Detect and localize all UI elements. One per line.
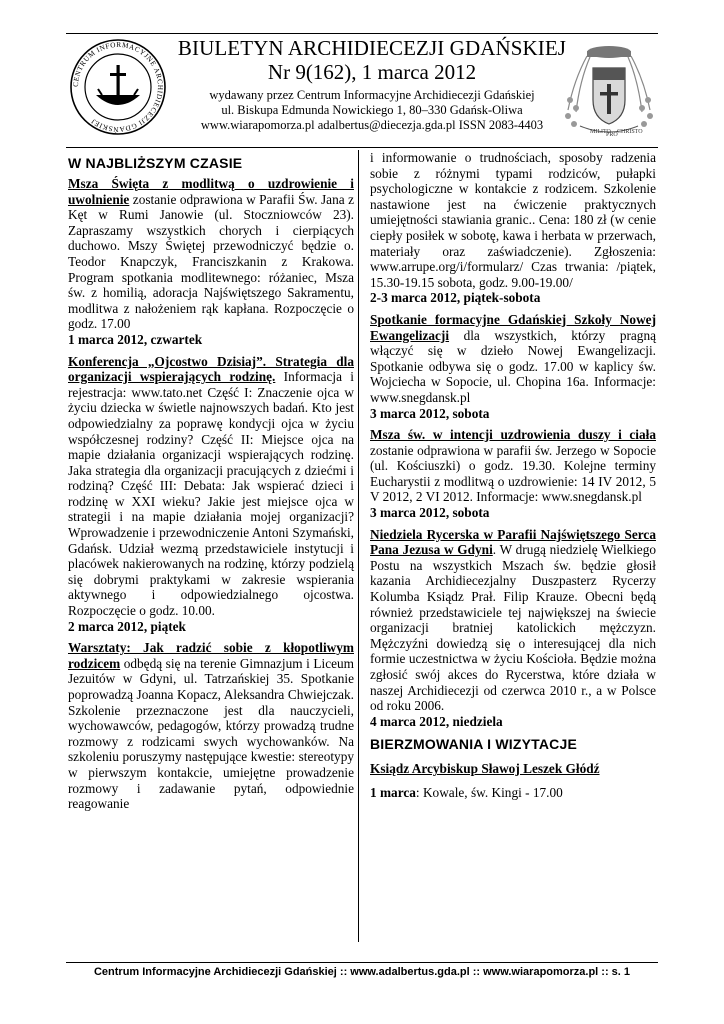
event-heading: Spotkanie formacyjne Gdańskiej Szkoły Nowej Ewangelizacji [370,311,656,343]
address-line: ul. Biskupa Edmunda Nowickiego 1, 80–330 Gdańsk-Oliwa [221,103,523,117]
bishop-line [370,761,656,777]
event-text: odbędą się na terenie Gimnazjum i Liceum Jezuitów w Gdyni, ul. Tatrzańskiej 35. Spotkanie poprowadzą Joanna Kopacz, Aleksandra Chwiejczak. Szkolenie przeznaczone jest dla nauczycieli, wychowawców, pedagogów, którzy prowadzą trudne rozmowy z rodzicami swych wychowanków. Na szkoleniu poruszymy następujące kwestie: stereotypy w pierwszym kontakcie, umiejętne prowadzenie rozmowy i zadawanie pytań, odpowiednie reagowanie [68,655,354,812]
event-text: dla wszystkich, którzy pragną włączyć się w dzieło Nowej Ewangelizacji. Spotkanie odbywa się o godz. 17.00 w kaplicy św. Wojciecha w Sopocie, ul. Chopina 16a. Informacje: www.snegdansk.pl [370,327,656,405]
event-conference-fatherhood [68,354,354,635]
event-date: 1 marca 2012, czwartek [68,331,203,347]
event-text: zostanie odprawiona w parafii św. Jerzego w Sopocie (ul. Kościuszki) o godz. 19.30. Kolejne terminy Eucharystii z modlitwą o uzdrowienie: 14 IV 2012, 5 V 2012, 2 VI 2012. Informacje: www.snegdansk.pl [370,442,656,505]
event-body [68,176,354,332]
event-evangelization-school [370,312,656,421]
event-mass-soul-body [370,427,656,521]
event-body [370,427,656,505]
column-separator [358,150,359,942]
header-bottom-rule [66,147,658,148]
svg-text:CHRISTO: CHRISTO [617,129,643,135]
event-body [68,640,354,812]
visit-entry [370,785,656,801]
masthead [150,36,594,133]
svg-text:PRO: PRO [606,132,618,138]
event-date: 3 marca 2012, sobota [370,405,490,421]
event-heading: Niedziela Rycerska w Parafii Najświętszego Serca Pana Jezusa w Gdyni [370,526,656,558]
event-heading: Msza św. w intencji uzdrowienia duszy i ciała [370,427,656,443]
event-date: 3 marca 2012, sobota [370,505,490,521]
left-column [68,150,354,812]
event-date: 2 marca 2012, piątek [68,618,186,634]
event-workshop-parents [68,640,354,812]
event-workshop-parents-cont [370,150,656,306]
event-body [68,354,354,619]
event-text: . W drugą niedzielę Wielkiego Postu na wszystkich Mszach św. będzie głosił kazania Archidiecezjalny Duszpasterz Rycerzy Kolumba Ksiądz Prał. Filip Krauze. Obecni będą również przedstawiciele tej największej na świecie organizacji bratniej katolickich mężczyzn. Mężczyźni dowiedzą się o interesującej dla nich formie uczestnictwa w życiu Kościoła. Będzie można zgłosić swój akces do Rycerstwa, które działa w naszej Archidiecezji od czerwca 2010 r., a w Polsce od roku 2006. [370,542,656,714]
right-column [370,150,656,801]
footer-rule [66,962,658,963]
issue-number: Nr 9(162), 1 marca 2012 [267,60,477,84]
event-text: zostanie odprawiona w Parafii Św. Jana z Kęt w Rumi Janowie (ul. Stoczniowców 23). Zapraszamy wszystkich chorych i cierpiących duchowo. Mszy Świętej przewodniczyć będzie o. Teodor Knapczyk, Franciszkanin z Krakowa. Program spotkania modlitewnego: różaniec, Msza św. z homilią, adoracja Najświętszego Sakramentu, modlitwa z nałożeniem rąk kapłana. Rozpoczęcie o godz. 17.00 [68,191,354,332]
section-title-confirmations: BIERZMOWANIA I WIZYTACJE [370,736,578,753]
header-top-rule [66,33,658,34]
visit-date: 1 marca [370,784,416,800]
footer: Centrum Informacyjne Archidiecezji Gdańskiej :: www.adalbertus.gda.pl :: www.wiarapomorza.pl :: s. 1 [93,966,631,978]
event-mass-healing [68,176,354,348]
bulletin-title: BIULETYN ARCHIDIECEZJI GDAŃSKIEJ [177,36,567,60]
event-heading: Warsztaty: Jak radzić sobie z kłopotliwym rodzicem [68,640,354,671]
publisher-line: wydawany przez Centrum Informacyjne Archidiecezji Gdańskiej [209,88,535,102]
bishop-name: Ksiądz Arcybiskup Sławoj Leszek Głódź [370,761,600,777]
event-body [370,312,656,406]
contacts-line: www.wiarapomorza.pl adalbertus@diecezja.gda.pl ISSN 2083-4403 [200,118,544,132]
event-body [370,527,656,714]
svg-text:MILITO: MILITO [590,129,611,135]
svg-text:CENTRUM INFORMACYJNE ARCHIDIEC: CENTRUM INFORMACYJNE ARCHIDIECEZJI GDAŃSKIEJ [71,40,165,134]
event-text: Informacja i rejestracja: www.tato.net Część I: Znaczenie ojca w życiu dziecka w świetle najnowszych badań. Kto jest odpowiedzialny za poprawę kondycji ojca w życiu współczesnej rodziny? Część II: Miejsce ojca na mapie działania organizacji wspierających rodzinę. Jaka strategia dla organizacji pracujących z dziećmi i rodziną? Część III: Debata: Jak wspierać dzieci i rodzinę w XXI wieku? Jakie jest miejsce ojca w strategii i na mapie działania mojej organizacji? Wprowadzenie i przewodniczenie Antoni Szymański, Gdańsk. Udział wezmą przedstawiciele instytucji i placówek nakierowanych na rodzinę, którzy podzielą się dobrymi praktykami w zakresie wspierania aktywnego i odpowiedzialnego ojcostwa. Rozpoczęcie o godz. 10.00. [68,369,354,619]
archbishop-coat-of-arms-icon [560,40,658,140]
event-heading: Msza Święta z modlitwą o uzdrowienie i uwolnienie [68,176,354,207]
visit-place: : Kowale, św. Kingi - 17.00 [415,784,563,800]
event-knights-sunday [370,527,656,730]
event-text: i informowanie o trudnościach, sposoby radzenia sobie z różnymi typami rodziców, pułapki psychologiczne w kontakcie z rodzicem. Szkolenie nastawione jest na ćwiczenie praktycznych umiejętności stawiania granic.. Cena: 180 zł (w cenie ciepły posiłek w sobotę, kawa i herbata w przerwach, materiały oraz zaświadczenie). Zgłoszenia: www.arrupe.org/i/formularz/ Czas trwania: /piątek, 15.30-19.15 sobota, godz. 9.00-19.00/ [370,150,656,290]
event-date: 2-3 marca 2012, piątek-sobota [370,290,541,306]
section-title-upcoming: W NAJBLIŻSZYM CZASIE [68,155,243,171]
event-heading: Konferencja „Ojcostwo Dzisiaj”. Strategia dla organizacji wspierających rodzinę. [68,353,354,385]
event-date: 4 marca 2012, niedziela [370,713,503,729]
